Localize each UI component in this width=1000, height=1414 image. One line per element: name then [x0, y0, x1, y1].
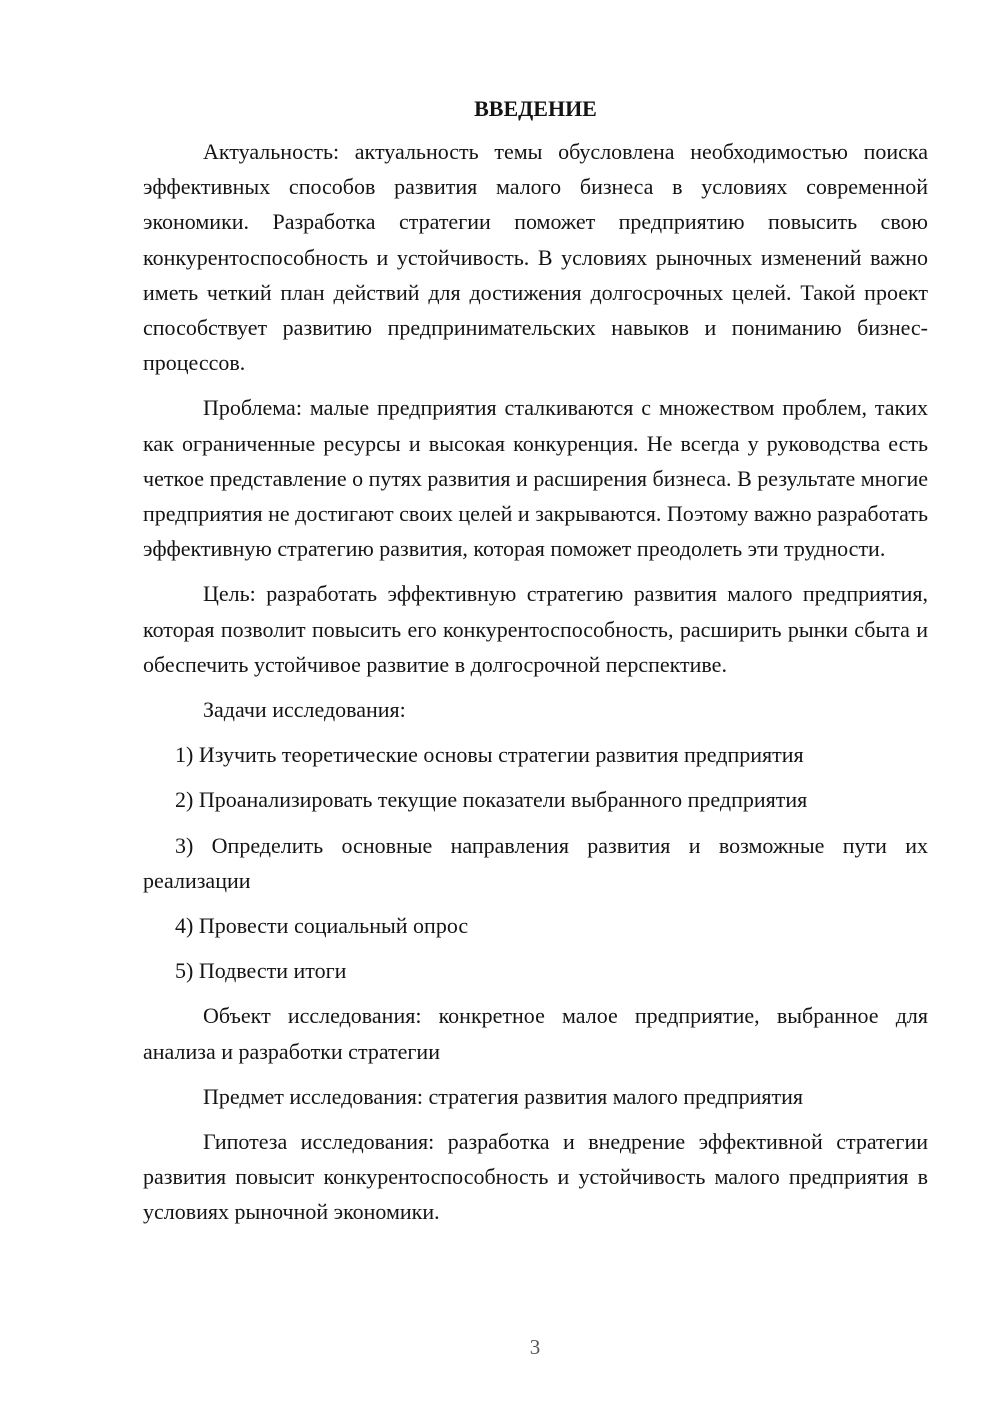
- task-item-4: 4) Провести социальный опрос: [175, 913, 469, 939]
- page-title: ВВЕДЕНИЕ: [474, 96, 597, 121]
- paragraph-problem: Проблема: малые предприятия сталкиваются с множеством проблем, таких как ограниченные ресурсы и высокая конкуренция. Не всегда у руководства есть четкое представление о путях развития и расширения бизнеса. В результате многие предприятия не достигают своих целей и закрываются. Поэтому важно разработать эффективную стратегию развития, которая поможет преодолеть эти трудности.: [143, 395, 929, 562]
- tasks-heading: Задачи исследования:: [203, 697, 406, 723]
- task-item-2: 2) Проанализировать текущие показатели выбранного предприятия: [175, 787, 808, 813]
- page-number: 3: [529, 1335, 541, 1359]
- paragraph-relevance: Актуальность: актуальность темы обусловлена необходимостью поиска эффективных способов развития малого бизнеса в условиях современной экономики. Разработка стратегии поможет предприятию повысить свою конкурентоспособность и устойчивость. В условиях рыночных изменений важно иметь четкий план действий для достижения долгосрочных целей. Такой проект способствует развитию предпринимательских навыков и пониманию бизнес-процессов.: [143, 139, 928, 376]
- paragraph-subject: Предмет исследования: стратегия развития малого предприятия: [203, 1083, 804, 1109]
- task-item-5: 5) Подвести итоги: [175, 958, 347, 984]
- paragraph-hypothesis: Гипотеза исследования: разработка и внедрение эффективной стратегии развития повысит конкурентоспособность и устойчивость малого предприятия в условиях рыночной экономики.: [143, 1129, 928, 1225]
- task-item-3: 3) Определить основные направления развития и возможные пути их реализации: [143, 832, 928, 893]
- paragraph-object: Объект исследования: конкретное малое предприятие, выбранное для анализа и разработки стратегии: [143, 1003, 928, 1064]
- paragraph-goal: Цель: разработать эффективную стратегию развития малого предприятия, которая позволит повысить его конкурентоспособность, расширить рынки сбыта и обеспечить устойчивое развитие в долгосрочной перспективе.: [143, 581, 928, 677]
- page-content: [143, 92, 928, 1230]
- task-item-1: 1) Изучить теоретические основы стратегии развития предприятия: [175, 742, 804, 768]
